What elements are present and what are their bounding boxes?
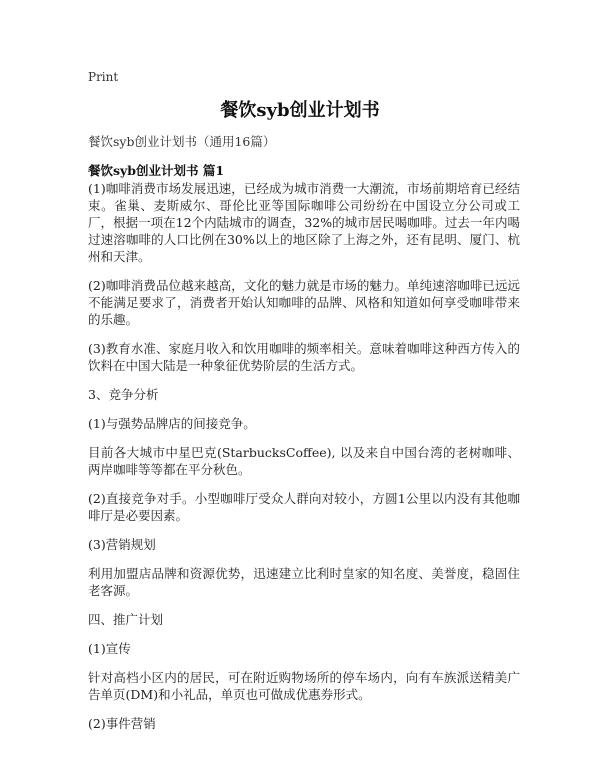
paragraph-11: (2)事件营销 <box>88 716 156 731</box>
paragraph-7: (3)营销规划 <box>88 537 156 552</box>
paragraph-1: (1)咖啡消费市场发展迅速，已经成为城市消费一大潮流，市场前期培育已经结束。雀巢、麦斯威尔、哥伦比亚等国际咖啡公司纷纷在中国设立分公司或工厂，根据一项在12个内陆城市的调查，32%的城市居民喝咖啡。过去一年内喝过速溶咖啡的人口比例在30%以上的地区除了上海之外，还有昆明、厦门、杭州和天津。 <box>88 181 520 264</box>
paragraph-6: (2)直接竞争对手。小型咖啡厅受众人群向对较小，方圆1公里以内没有其他咖啡厅是必要因素。 <box>88 491 520 523</box>
paragraph-8: 利用加盟店品牌和资源优势，迅速建立比利时皇家的知名度、美誉度，稳固住老客源。 <box>88 566 520 598</box>
paragraph-3: (3)教育水准、家庭月收入和饮用咖啡的频率相关。意味着咖啡这种西方传入的饮料在中国大陆是一种象征优势阶层的生活方式。 <box>88 341 520 373</box>
paragraph-9: (1)宣传 <box>88 641 131 656</box>
paragraph-10: 针对高档小区内的居民，可在附近购物场所的停车场内，向有车族派送精美广告单页(DM)和小礼品，单页也可做成优惠券形式。 <box>88 670 520 702</box>
document-body <box>88 180 520 744</box>
document-subtitle: 餐饮syb创业计划书（通用16篇） <box>88 134 276 149</box>
section-heading: 餐饮syb创业计划书 篇1 <box>88 163 225 178</box>
paragraph-4: (1)与强势品牌店的间接竞争。 <box>88 416 256 431</box>
paragraph-2: (2)咖啡消费品位越来越高，文化的魅力就是市场的魅力。单纯速溶咖啡已远远不能满足要求了，消费者开始认知咖啡的品牌、风格和知道如何享受咖啡带来的乐趣。 <box>88 278 520 327</box>
subsection-heading-promotion: 四、推广计划 <box>88 612 164 627</box>
page-title: 餐饮syb创业计划书 <box>220 100 380 121</box>
paragraph-5: 目前各大城市中星巴克(StarbucksCoffee), 以及来自中国台湾的老树咖啡、两岸咖啡等等都在平分秋色。 <box>88 445 520 477</box>
print-label[interactable]: Print <box>88 70 119 84</box>
subsection-heading-competition: 3、竞争分析 <box>88 387 159 402</box>
